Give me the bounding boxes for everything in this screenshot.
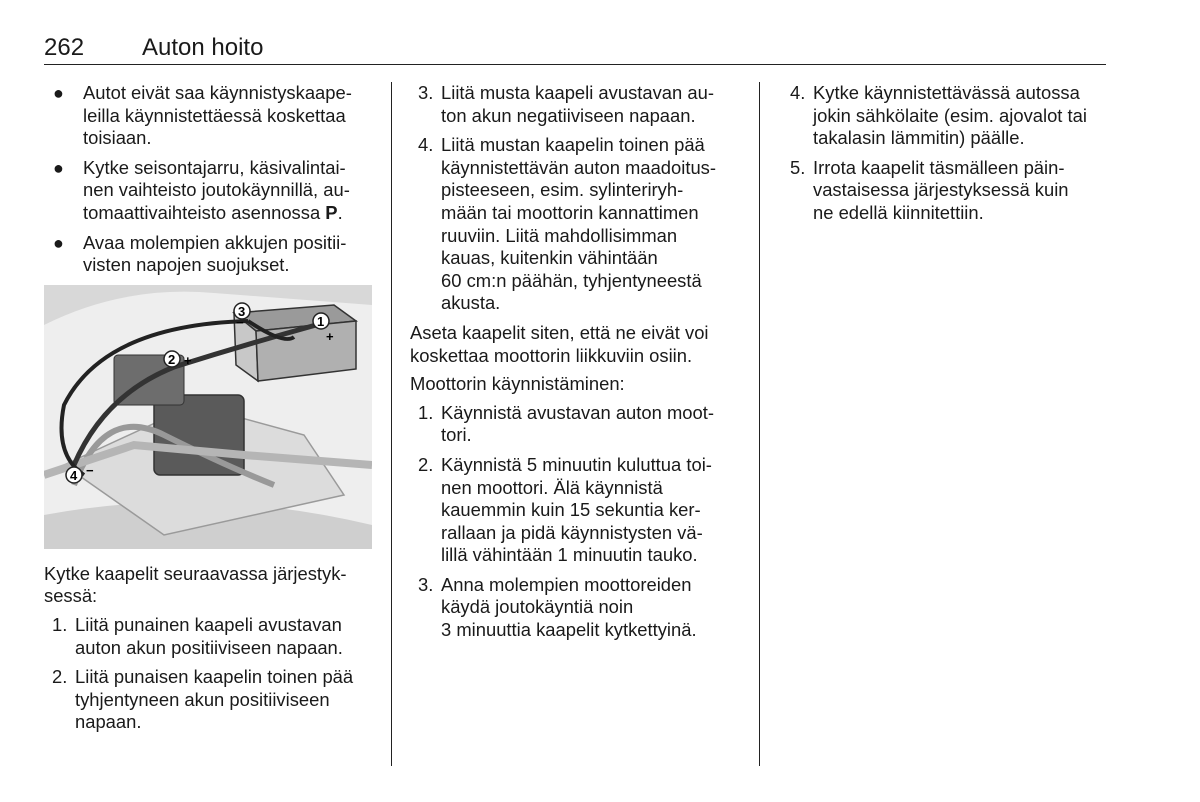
plus-symbol: + [184, 352, 192, 368]
text-line: ton akun negatiiviseen napaan. [441, 104, 696, 126]
bullet-icon: ● [53, 83, 64, 103]
text-line: 3 minuuttia kaapelit kytkettyinä. [441, 619, 697, 641]
engine-bay-illustration [44, 285, 372, 549]
step-number: 5. [790, 156, 806, 178]
text-line [83, 202, 384, 225]
subheading [410, 373, 750, 396]
engine-bay-drawing [44, 285, 372, 549]
text-line: lillä vähintään 1 minuutin tauko. [441, 544, 698, 566]
page-number: 262 [44, 34, 85, 61]
cable-placement-paragraph [410, 322, 750, 367]
text-line: Moottorin käynnistäminen: [410, 373, 625, 395]
text-line: Liitä punaisen kaapelin toinen pää [75, 666, 354, 688]
text-line: ruuviin. Liitä mahdollisimman [441, 224, 678, 246]
text-line: Liitä punainen kaapeli avustavan [75, 613, 342, 635]
text-fragment: . [337, 201, 343, 223]
list-item [410, 402, 750, 447]
step-number: 4. [790, 82, 806, 103]
gear-position-p: P [325, 201, 338, 223]
text-line: Kytke seisontajarru, käsivalintai- [83, 156, 346, 178]
text-line: Avaa molempien akkujen positii- [83, 231, 347, 253]
text-line: Anna molempien moottoreiden [441, 573, 692, 595]
text-line: tori. [441, 424, 472, 446]
text-line: akusta. [441, 292, 501, 314]
text-line: mään tai moottorin kannattimen [441, 201, 699, 223]
text-line: käydä joutokäyntiä noin [441, 596, 634, 618]
step-number: 4. [418, 134, 434, 156]
minus-symbol: − [86, 462, 94, 478]
step-number: 2. [418, 453, 434, 475]
list-item [44, 666, 384, 734]
text-line: rallaan ja pidä käynnistysten vä- [441, 521, 703, 543]
callout-label: 1 [317, 313, 325, 329]
text-line: Liitä musta kaapeli avustavan au- [441, 82, 714, 103]
list-item [410, 134, 750, 315]
text-line: nen vaihteisto joutokäynnillä, au- [83, 179, 350, 201]
list-item [782, 157, 1112, 225]
text-line: kauemmin kuin 15 sekuntia ker- [441, 499, 701, 521]
text-line: Kytke käynnistettävässä autossa [813, 82, 1080, 103]
text-line: kauas, kuitenkin vähintään [441, 247, 658, 269]
text-line: visten napojen suojukset. [83, 254, 290, 276]
column-3 [782, 82, 1112, 232]
section-title: Auton hoito [142, 34, 264, 61]
text-line: pisteeseen, esim. sylinteriryh- [441, 179, 684, 201]
list-item [410, 454, 750, 567]
text-line: Liitä mustan kaapelin toinen pää [441, 134, 705, 156]
text-line: nen moottori. Älä käynnistä [441, 476, 663, 498]
column-divider [759, 82, 760, 766]
text-line: ne edellä kiinnitettiin. [813, 201, 984, 223]
column-divider [391, 82, 392, 766]
plus-symbol: + [326, 328, 334, 344]
callout-label: 4 [70, 467, 78, 483]
bullet-icon: ● [53, 232, 64, 253]
step-number: 3. [418, 573, 434, 595]
list-item [782, 82, 1112, 150]
step-number: 1. [52, 613, 68, 635]
callout-label: 3 [238, 303, 246, 319]
text-line: sessä: [44, 585, 98, 607]
text-line: jokin sähkölaite (esim. ajovalot tai [813, 104, 1087, 126]
step-number: 3. [418, 82, 434, 103]
minus-symbol: − [236, 314, 244, 330]
text-line: koskettaa moottorin liikkuviin osiin. [410, 344, 693, 366]
text-line: Irrota kaapelit täsmälleen päin- [813, 156, 1065, 178]
text-line: 60 cm:n päähän, tyhjentyneestä [441, 269, 702, 291]
callout-label: 2 [168, 351, 176, 367]
list-item [410, 574, 750, 642]
text-line: Käynnistä 5 minuutin kuluttua toi- [441, 453, 712, 475]
text-line: leilla käynnistettäessä koskettaa [83, 104, 346, 126]
text-fragment: tomaattivaihteisto asennossa [83, 201, 326, 223]
text-line: Käynnistä avustavan auton moot- [441, 401, 714, 423]
step-number: 1. [418, 401, 434, 423]
bullet-item [44, 82, 384, 150]
step-number: 2. [52, 666, 68, 688]
text-line: käynnistettävän auton maadoitus- [441, 156, 717, 178]
list-item [44, 614, 384, 659]
list-item [410, 82, 750, 127]
bullet-item [44, 232, 384, 277]
text-line: vastaisessa järjestyksessä kuin [813, 179, 1069, 201]
text-line: auton akun positiiviseen napaan. [75, 636, 343, 658]
text-line: Aseta kaapelit siten, että ne eivät voi [410, 321, 709, 343]
bullet-icon: ● [53, 157, 64, 178]
text-line: tyhjentyneen akun positiiviseen [75, 688, 330, 710]
text-line: toisiaan. [83, 127, 152, 149]
text-line: Autot eivät saa käynnistyskaape- [83, 82, 352, 103]
intro-paragraph [44, 563, 384, 608]
bullet-item [44, 157, 384, 225]
text-line: takalasin lämmitin) päälle. [813, 127, 1025, 149]
text-line: Kytke kaapelit seuraavassa järjestyk- [44, 562, 347, 584]
text-line: napaan. [75, 711, 142, 733]
page-header [44, 32, 1106, 65]
column-2 [410, 82, 750, 649]
column-1 [44, 82, 384, 741]
